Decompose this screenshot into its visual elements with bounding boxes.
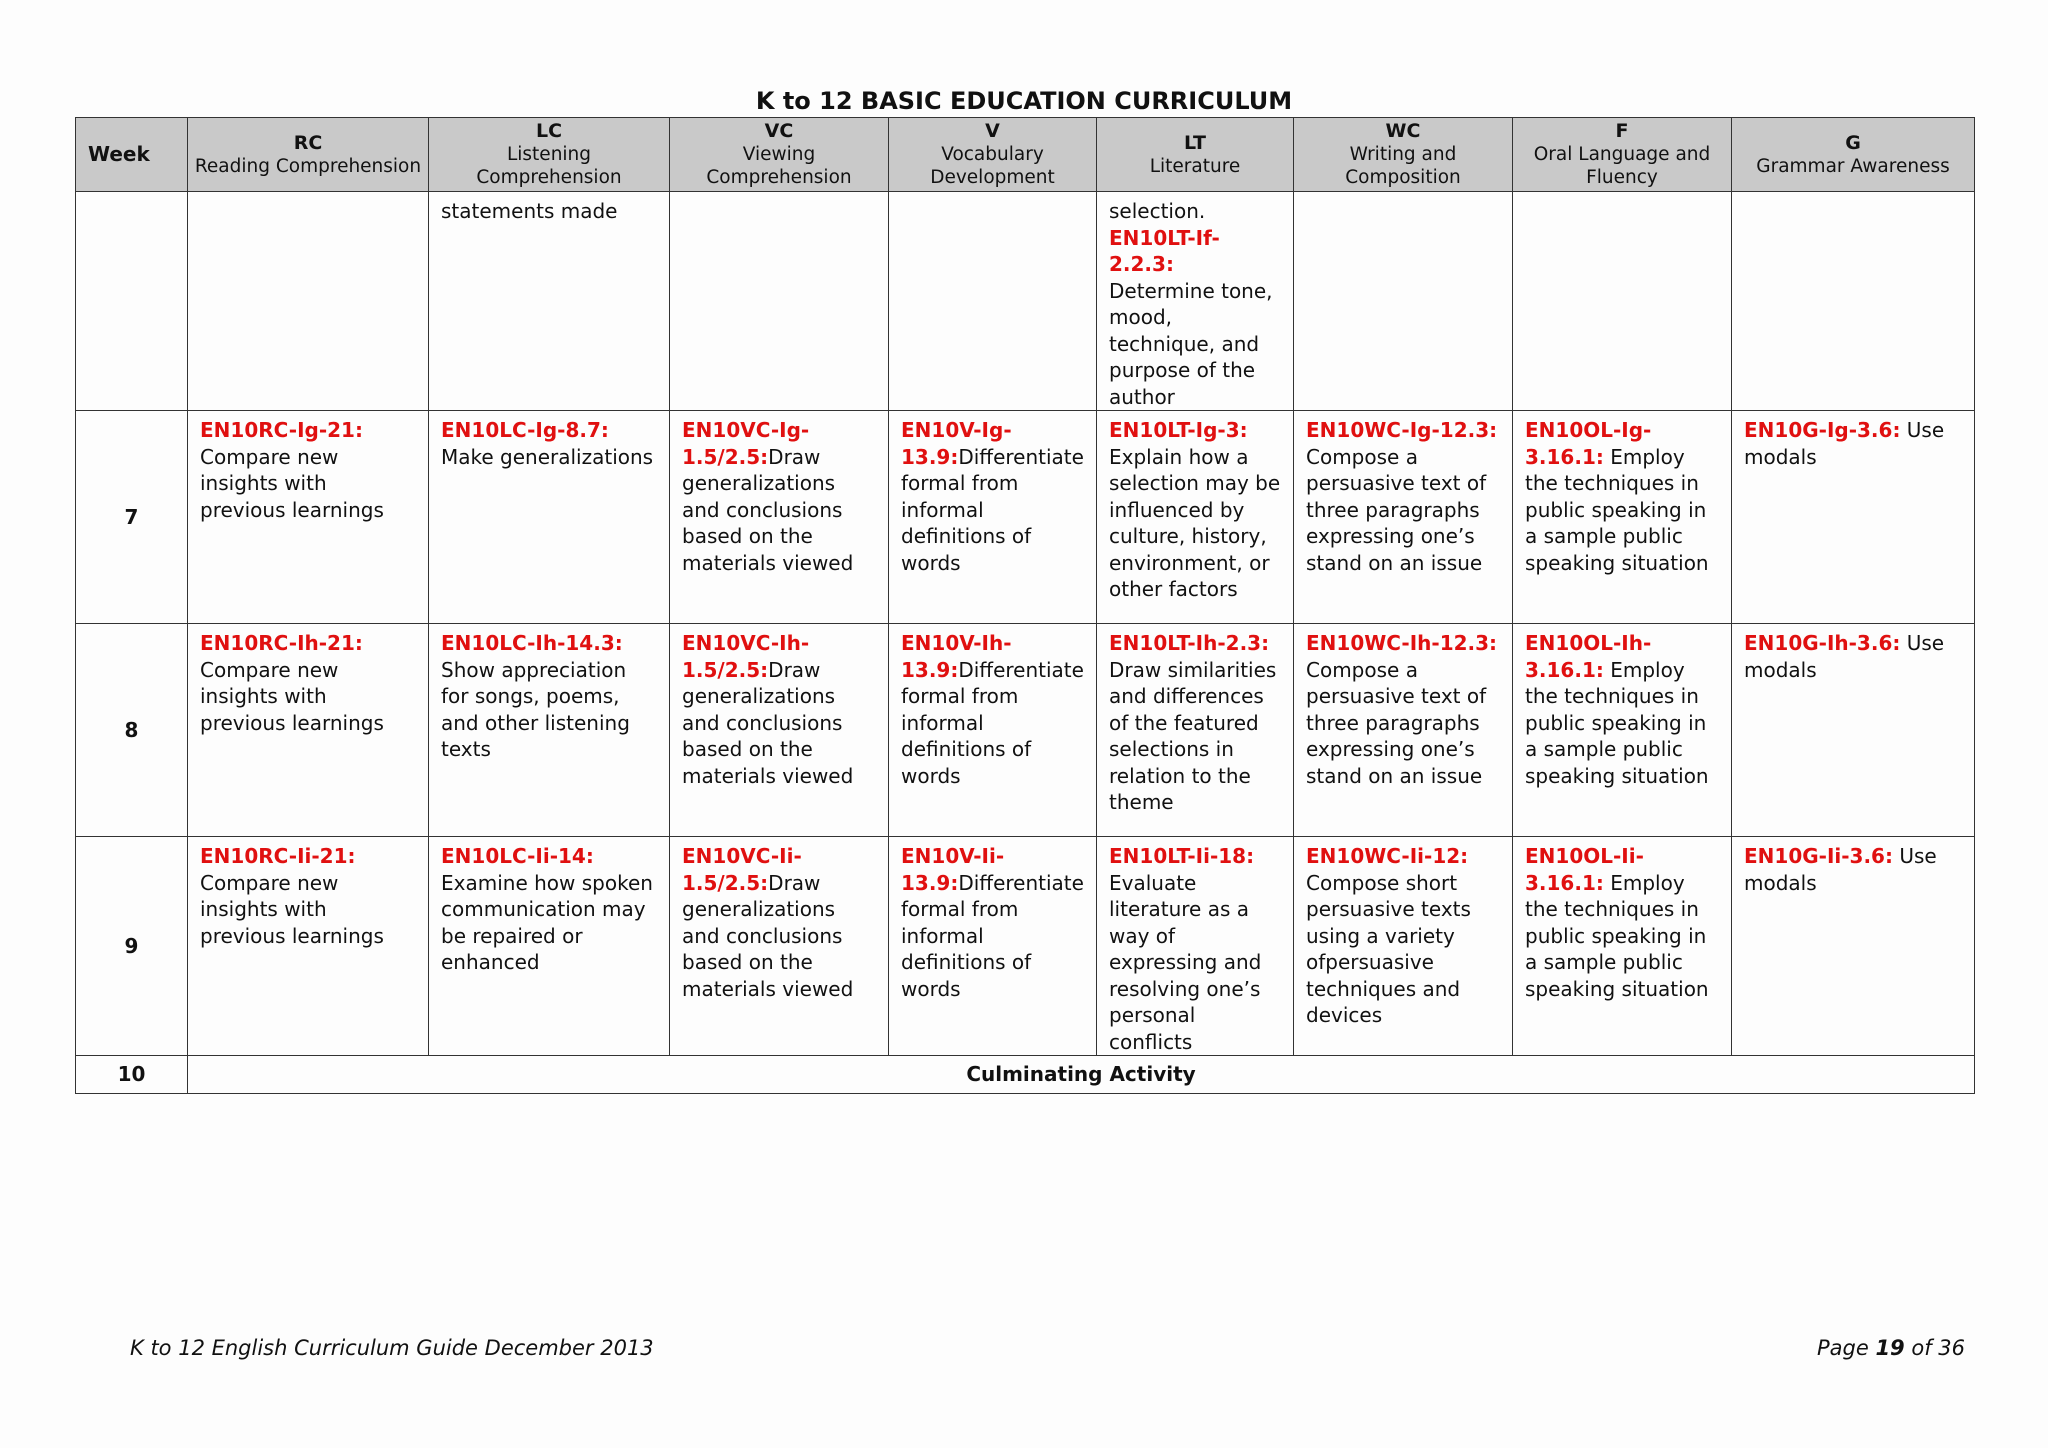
competency-cell — [429, 192, 670, 411]
competency-cell — [889, 837, 1097, 1056]
competency-text: Compose a persuasive text of three paragraphs expressing one’s stand on an issue — [1306, 444, 1487, 575]
competency-text: Draw generalizations and conclusions based on the materials viewed — [682, 870, 854, 1001]
header-abbr: V — [985, 120, 1000, 142]
table-header — [76, 118, 1975, 192]
competency-cell — [429, 411, 670, 624]
header-cell — [1294, 118, 1513, 192]
header-abbr: WC — [1385, 120, 1421, 142]
competency-text: Employ the techniques in public speaking in a sample public speaking situation — [1525, 657, 1709, 788]
header-label: Vocabulary Development — [930, 144, 1055, 188]
header-cell — [1732, 118, 1975, 192]
document-title: K to 12 BASIC EDUCATION CURRICULUM — [755, 87, 1293, 115]
header-label: Reading Comprehension — [194, 155, 422, 177]
competency-text: Determine tone, mood, technique, and purpose of the author — [1109, 278, 1273, 409]
competency-text: Compare new insights with previous learnings — [200, 657, 384, 735]
header-abbr: VC — [764, 120, 794, 142]
competency-code: EN10LT-If-2.2.3: — [1109, 225, 1220, 276]
header-cell — [1097, 118, 1294, 192]
competency-cell — [889, 411, 1097, 624]
competency-cell — [670, 624, 889, 837]
table-row — [76, 411, 1975, 624]
competency-code: EN10RC-Ig-21: — [200, 418, 363, 442]
competency-code: EN10G-Ih-3.6: — [1744, 631, 1901, 655]
competency-cell — [429, 624, 670, 837]
competency-cell — [429, 837, 670, 1056]
competency-text: Use modals — [1744, 418, 1945, 469]
competency-code: EN10RC-Ih-21: — [200, 631, 363, 655]
competency-code: EN10G-Ii-3.6: — [1744, 844, 1893, 868]
competency-cell — [1732, 411, 1975, 624]
header-abbr: F — [1615, 120, 1629, 142]
header-cell — [889, 118, 1097, 192]
competency-cell — [1294, 192, 1513, 411]
competency-cell — [1097, 192, 1294, 411]
competency-code: EN10LC-Ii-14: — [441, 844, 594, 868]
competency-code: EN10VC-Ii-1.5/2.5: — [682, 844, 802, 895]
competency-text: Compare new insights with previous learnings — [200, 444, 384, 522]
competency-code: EN10OL-Ii-3.16.1: — [1525, 844, 1644, 895]
culminating-activity: Culminating Activity — [188, 1056, 1975, 1094]
competency-text: Compare new insights with previous learnings — [200, 870, 384, 948]
competency-cell — [1732, 192, 1975, 411]
competency-cell — [188, 411, 429, 624]
competency-text: Employ the techniques in public speaking in a sample public speaking situation — [1525, 870, 1709, 1001]
competency-code: EN10WC-Ih-12.3: — [1306, 631, 1498, 655]
competency-text: Show appreciation for songs, poems, and other listening texts — [441, 657, 630, 761]
competency-code: EN10V-Ig-13.9: — [901, 418, 1012, 469]
competency-code: EN10OL-Ig-3.16.1: — [1525, 418, 1652, 469]
competency-cell — [1513, 192, 1732, 411]
cell-continued-text: selection. — [1109, 199, 1206, 223]
table-row — [76, 837, 1975, 1056]
competency-cell — [889, 624, 1097, 837]
table-body — [76, 192, 1975, 1094]
competency-cell — [670, 192, 889, 411]
competency-cell — [1097, 837, 1294, 1056]
competency-code: EN10VC-Ig-1.5/2.5: — [682, 418, 810, 469]
competency-text: Draw generalizations and conclusions based on the materials viewed — [682, 444, 854, 575]
competency-cell — [1513, 837, 1732, 1056]
week-cell: 7 — [76, 411, 188, 624]
competency-text: Use modals — [1744, 631, 1945, 682]
competency-text: statements made — [441, 199, 618, 223]
competency-cell — [1294, 624, 1513, 837]
table-row — [76, 192, 1975, 411]
competency-text: Differentiate formal from informal definitions of words — [901, 870, 1084, 1001]
header-cell — [670, 118, 889, 192]
competency-cell — [188, 624, 429, 837]
competency-cell — [1732, 624, 1975, 837]
competency-text: Draw similarities and differences of the featured selections in relation to the theme — [1109, 657, 1277, 814]
header-abbr: RC — [293, 131, 323, 154]
competency-text: Draw generalizations and conclusions based on the materials viewed — [682, 657, 854, 788]
competency-cell — [670, 837, 889, 1056]
header-cell — [76, 118, 188, 192]
competency-text: Examine how spoken communication may be repaired or enhanced — [441, 870, 653, 974]
competency-code: EN10V-Ii-13.9: — [901, 844, 1005, 895]
competency-code: EN10LT-Ih-2.3: — [1109, 631, 1270, 655]
week-cell — [76, 192, 188, 411]
week-cell: 10 — [76, 1056, 188, 1094]
footer-page-number — [1817, 1335, 1965, 1361]
header-label: Week — [88, 142, 150, 166]
competency-cell — [1732, 837, 1975, 1056]
header-label: Grammar Awareness — [1756, 155, 1950, 177]
competency-cell — [1097, 411, 1294, 624]
competency-cell — [889, 192, 1097, 411]
header-label: Viewing Comprehension — [706, 144, 852, 188]
competency-code: EN10VC-Ih-1.5/2.5: — [682, 631, 810, 682]
week-cell: 8 — [76, 624, 188, 837]
competency-text: Differentiate formal from informal definitions of words — [901, 657, 1084, 788]
table-row — [76, 624, 1975, 837]
header-abbr: LC — [535, 120, 563, 142]
header-label: Oral Language and Fluency — [1533, 144, 1711, 188]
competency-cell — [1513, 624, 1732, 837]
competency-cell — [1294, 411, 1513, 624]
header-label: Writing and Composition — [1345, 144, 1461, 188]
header-abbr: G — [1845, 131, 1861, 154]
header-label: Listening Comprehension — [476, 144, 622, 188]
competency-code: EN10LT-Ig-3: — [1109, 418, 1248, 442]
competency-cell — [1294, 837, 1513, 1056]
competency-code: EN10WC-Ig-12.3: — [1306, 418, 1498, 442]
competency-code: EN10LT-Ii-18: — [1109, 844, 1255, 868]
competency-text: Explain how a selection may be influenced by culture, history, environment, or other factors — [1109, 444, 1281, 601]
competency-cell — [670, 411, 889, 624]
competency-cell — [188, 192, 429, 411]
week-cell: 9 — [76, 837, 188, 1056]
competency-code: EN10G-Ig-3.6: — [1744, 418, 1901, 442]
competency-text: Employ the techniques in public speaking in a sample public speaking situation — [1525, 444, 1709, 575]
competency-cell — [1513, 411, 1732, 624]
competency-code: EN10WC-Ii-12: — [1306, 844, 1469, 868]
header-cell — [188, 118, 429, 192]
competency-cell — [188, 837, 429, 1056]
header-row — [76, 118, 1975, 192]
competency-code: EN10OL-Ih-3.16.1: — [1525, 631, 1652, 682]
competency-code: EN10LC-Ih-14.3: — [441, 631, 623, 655]
curriculum-table — [75, 117, 1975, 1094]
competency-text: Make generalizations — [441, 444, 654, 469]
page-prefix: Page — [1816, 1336, 1876, 1360]
page-suffix: of 36 — [1904, 1336, 1965, 1360]
competency-code: EN10RC-Ii-21: — [200, 844, 356, 868]
header-abbr: LT — [1184, 131, 1206, 154]
competency-text: Compose a persuasive text of three paragraphs expressing one’s stand on an issue — [1306, 657, 1487, 788]
competency-text: Evaluate literature as a way of expressing and resolving one’s personal conflicts — [1109, 870, 1262, 1054]
header-cell — [429, 118, 670, 192]
competency-code: EN10V-Ih-13.9: — [901, 631, 1012, 682]
competency-code: EN10LC-Ig-8.7: — [441, 418, 609, 442]
competency-text: Use modals — [1744, 844, 1937, 895]
current-page: 19 — [1875, 1336, 1905, 1360]
competency-cell — [1097, 624, 1294, 837]
competency-text: Compose short persuasive texts using a variety ofpersuasive techniques and devices — [1306, 870, 1471, 1027]
culminating-row — [76, 1056, 1975, 1094]
competency-text: Differentiate formal from informal definitions of words — [901, 444, 1084, 575]
header-cell — [1513, 118, 1732, 192]
footer-guide-title: K to 12 English Curriculum Guide December 2013 — [130, 1336, 654, 1360]
header-label: Literature — [1149, 155, 1241, 177]
